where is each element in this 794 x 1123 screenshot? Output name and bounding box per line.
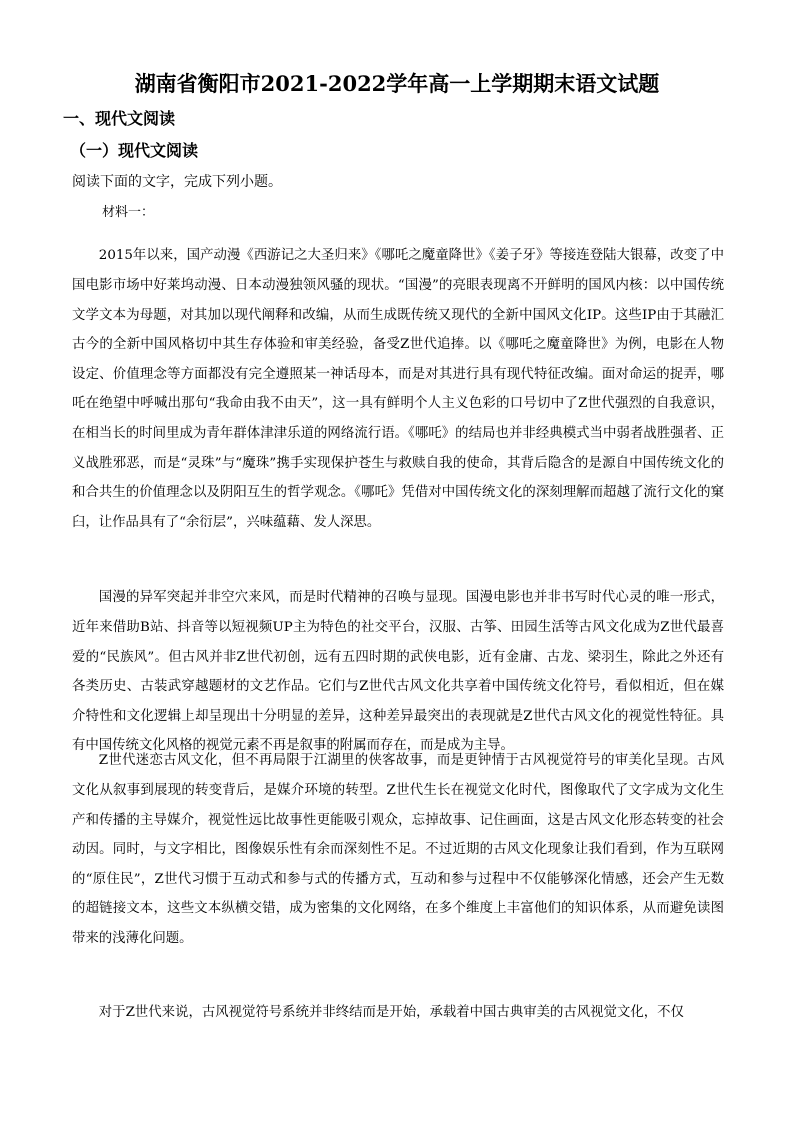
- material-label: 材料一：: [102, 205, 155, 220]
- body-paragraph-2: 国漫的异军突起并非空穴来风，而是时代精神的召唤与显现。国漫电影也并非书写时代心灵的唯一形式，近年来借助B站、抖音等以短视频UP主为特色的社交平台，汉服、古筝、田园生活等古风文化成为Z世代最喜爱的“民族风”。但古风并非Z世代初创，远有五四时期的武侠电影，近有金庸、古龙、梁羽生，除此之外还有各类历史、古装武穿越题材的文艺作品。它们与Z世代古风文化共享着中国传统文化符号，看似相近，但在媒介特性和文化逻辑上却呈现出十分明显的差异，这种差异最突出的表现就是Z世代古风文化的视觉性特征。具有中国传统文化风格的视觉元素不再是叙事的附属而存在，而是成为主导。: [72, 590, 724, 754]
- subsection-heading: （一）现代文阅读: [70, 141, 199, 160]
- body-paragraph-3: Z世代迷恋古风文化，但不再局限于江湖里的侠客故事，而是更钟情于古风视觉符号的审美化呈现。古风文化从叙事到展现的转变背后，是媒介环境的转型。Z世代生长在视觉文化时代，图像取代了文字成为文化生产和传播的主导媒介，视觉性远比故事性更能吸引观众，忘掉故事、记住画面，这是古风文化形态转变的社会动因。同时，与文字相比，图像娱乐性有余而深刻性不足。不过近期的古风文化现象让我们看到，作为互联网的“原住民”，Z世代习惯于互动式和参与式的传播方式，互动和参与过程中不仅能够深化情感，还会产生无数的超链接文本，这些文本纵横交错，成为密集的文化网络，在多个维度上丰富他们的知识体系，从而避免读图带来的浅薄化问题。: [72, 753, 724, 946]
- body-paragraph-4: 对于Z世代来说，古风视觉符号系统并非终结而是开始，承载着中国古典审美的古风视觉文化，不仅: [98, 1005, 684, 1021]
- body-paragraph-1: 2015年以来，国产动漫《西游记之大圣归来》《哪吒之魔童降世》《姜子牙》等接连登陆大银幕，改变了中国电影市场中好莱坞动漫、日本动漫独领风骚的现状。“国漫”的亮眼表现离不开鲜明的国风内核：以中国传统文学文本为母题，对其加以现代阐释和改编，从而生成既传统又现代的全新中国风文化IP。这些IP由于其融汇古今的全新中国风格切中其生存体验和审美经验，备受Z世代追捧。以《哪吒之魔童降世》为例，电影在人物设定、价值理念等方面都没有完全遵照某一神话母本，而是对其进行具有现代特征改编。面对命运的捉弄，哪吒在绝望中呼喊出那句“我命由我不由天”，这一具有鲜明个人主义色彩的口号切中了Z世代强烈的自我意识，在相当长的时间里成为青年群体津津乐道的网络流行语。《哪吒》的结局也并非经典模式当中弱者战胜强者、正义战胜邪恶，而是“灵珠”与“魔珠”携手实现保护苍生与救赎自我的使命，其背后隐含的是源自中国传统文化的和合共生的价值理念以及阴阳互生的哲学观念。《哪吒》凭借对中国传统文化的深刻理解而超越了流行文化的窠臼，让作品具有了“余衍层”，兴味蕴藉、发人深思。: [72, 248, 724, 530]
- section-heading: 一、现代文阅读: [63, 109, 176, 128]
- reading-instruction: 阅读下面的文字，完成下列小题。: [72, 174, 282, 190]
- document-title: 湖南省衡阳市2021-2022学年高一上学期期末语文试题: [134, 71, 660, 96]
